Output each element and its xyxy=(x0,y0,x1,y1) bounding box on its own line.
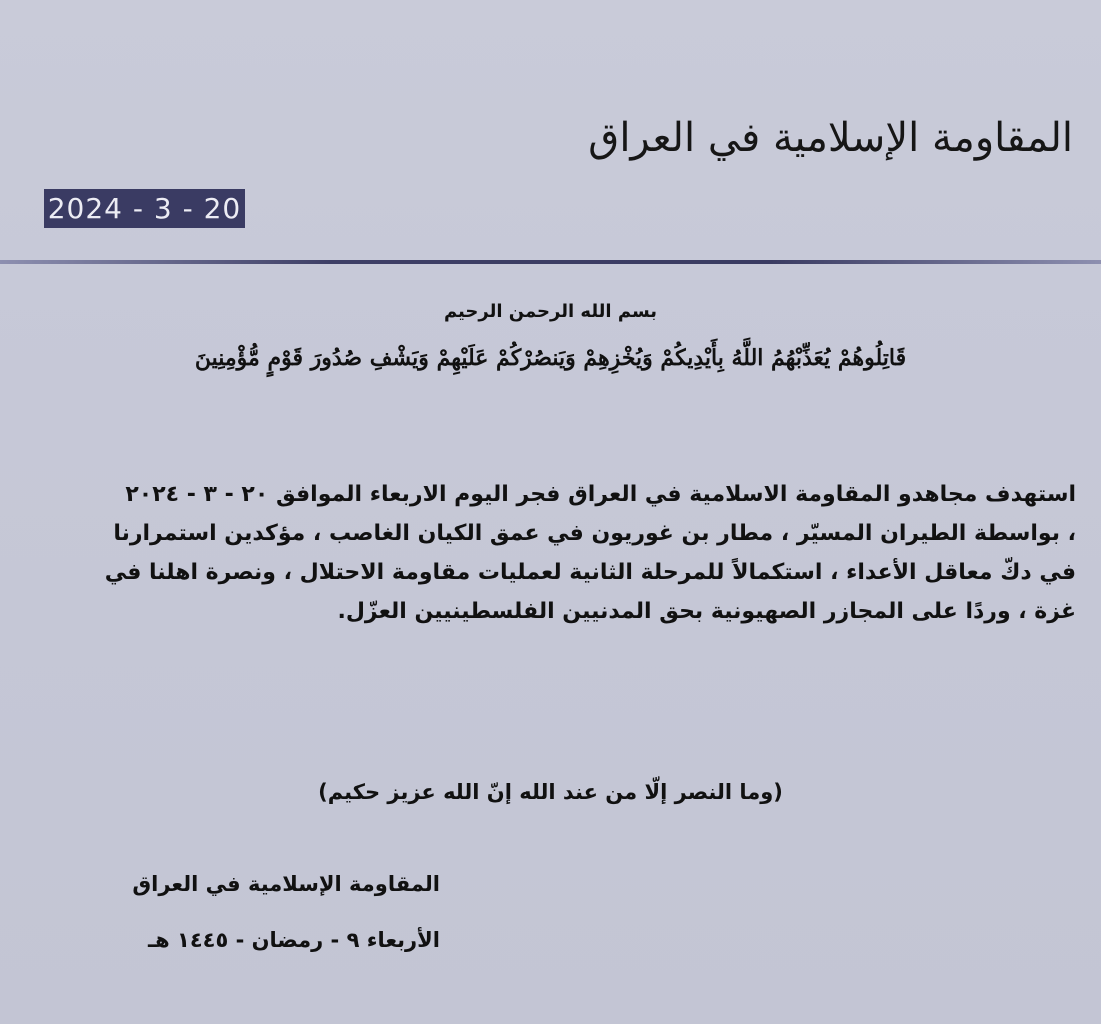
signature-hijri-date: الأربعاء ٩ - رمضان - ١٤٤٥ هـ xyxy=(147,928,440,952)
quran-verse: قَاتِلُوهُمْ يُعَذِّبْهُمُ اللَّهُ بِأَيْدِيكُمْ وَيُخْزِهِمْ وَيَنصُرْكُمْ عَلَيْهِمْ وَيَشْفِ صُدُورَ قَوْمٍ مُّؤْمِنِينَ xyxy=(194,345,907,371)
statement-line: غزة ، وردًا على المجازر الصهيونية بحق المدنيين الفلسطينيين العزّل. xyxy=(337,599,1076,624)
signature-organization: المقاومة الإسلامية في العراق xyxy=(132,872,440,896)
statement-line: استهدف مجاهدو المقاومة الاسلامية في العراق فجر اليوم الاربعاء الموافق ٢٠ - ٣ - ٢٠٢٤ xyxy=(125,482,1076,507)
organization-logo: المقاومة الإسلامية في العراق xyxy=(588,115,1073,161)
statement-line: في دكّ معاقل الأعداء ، استكمالاً للمرحلة الثانية لعمليات مقاومة الاحتلال ، ونصرة اهلنا في xyxy=(104,560,1076,585)
signature-block xyxy=(60,856,440,968)
basmala: بسم الله الرحمن الرحيم xyxy=(443,301,658,322)
closing-verse: (وما النصر إلّا من عند الله إنّ الله عزيز حكيم) xyxy=(318,780,783,804)
statement-paragraph xyxy=(46,475,1076,631)
header-divider xyxy=(0,260,1101,264)
date-badge: 2024 - 3 - 20 xyxy=(44,189,245,228)
statement-line: ، بواسطة الطيران المسيّر ، مطار بن غوريون في عمق الكيان الغاصب ، مؤكدين استمرارنا xyxy=(113,521,1076,546)
